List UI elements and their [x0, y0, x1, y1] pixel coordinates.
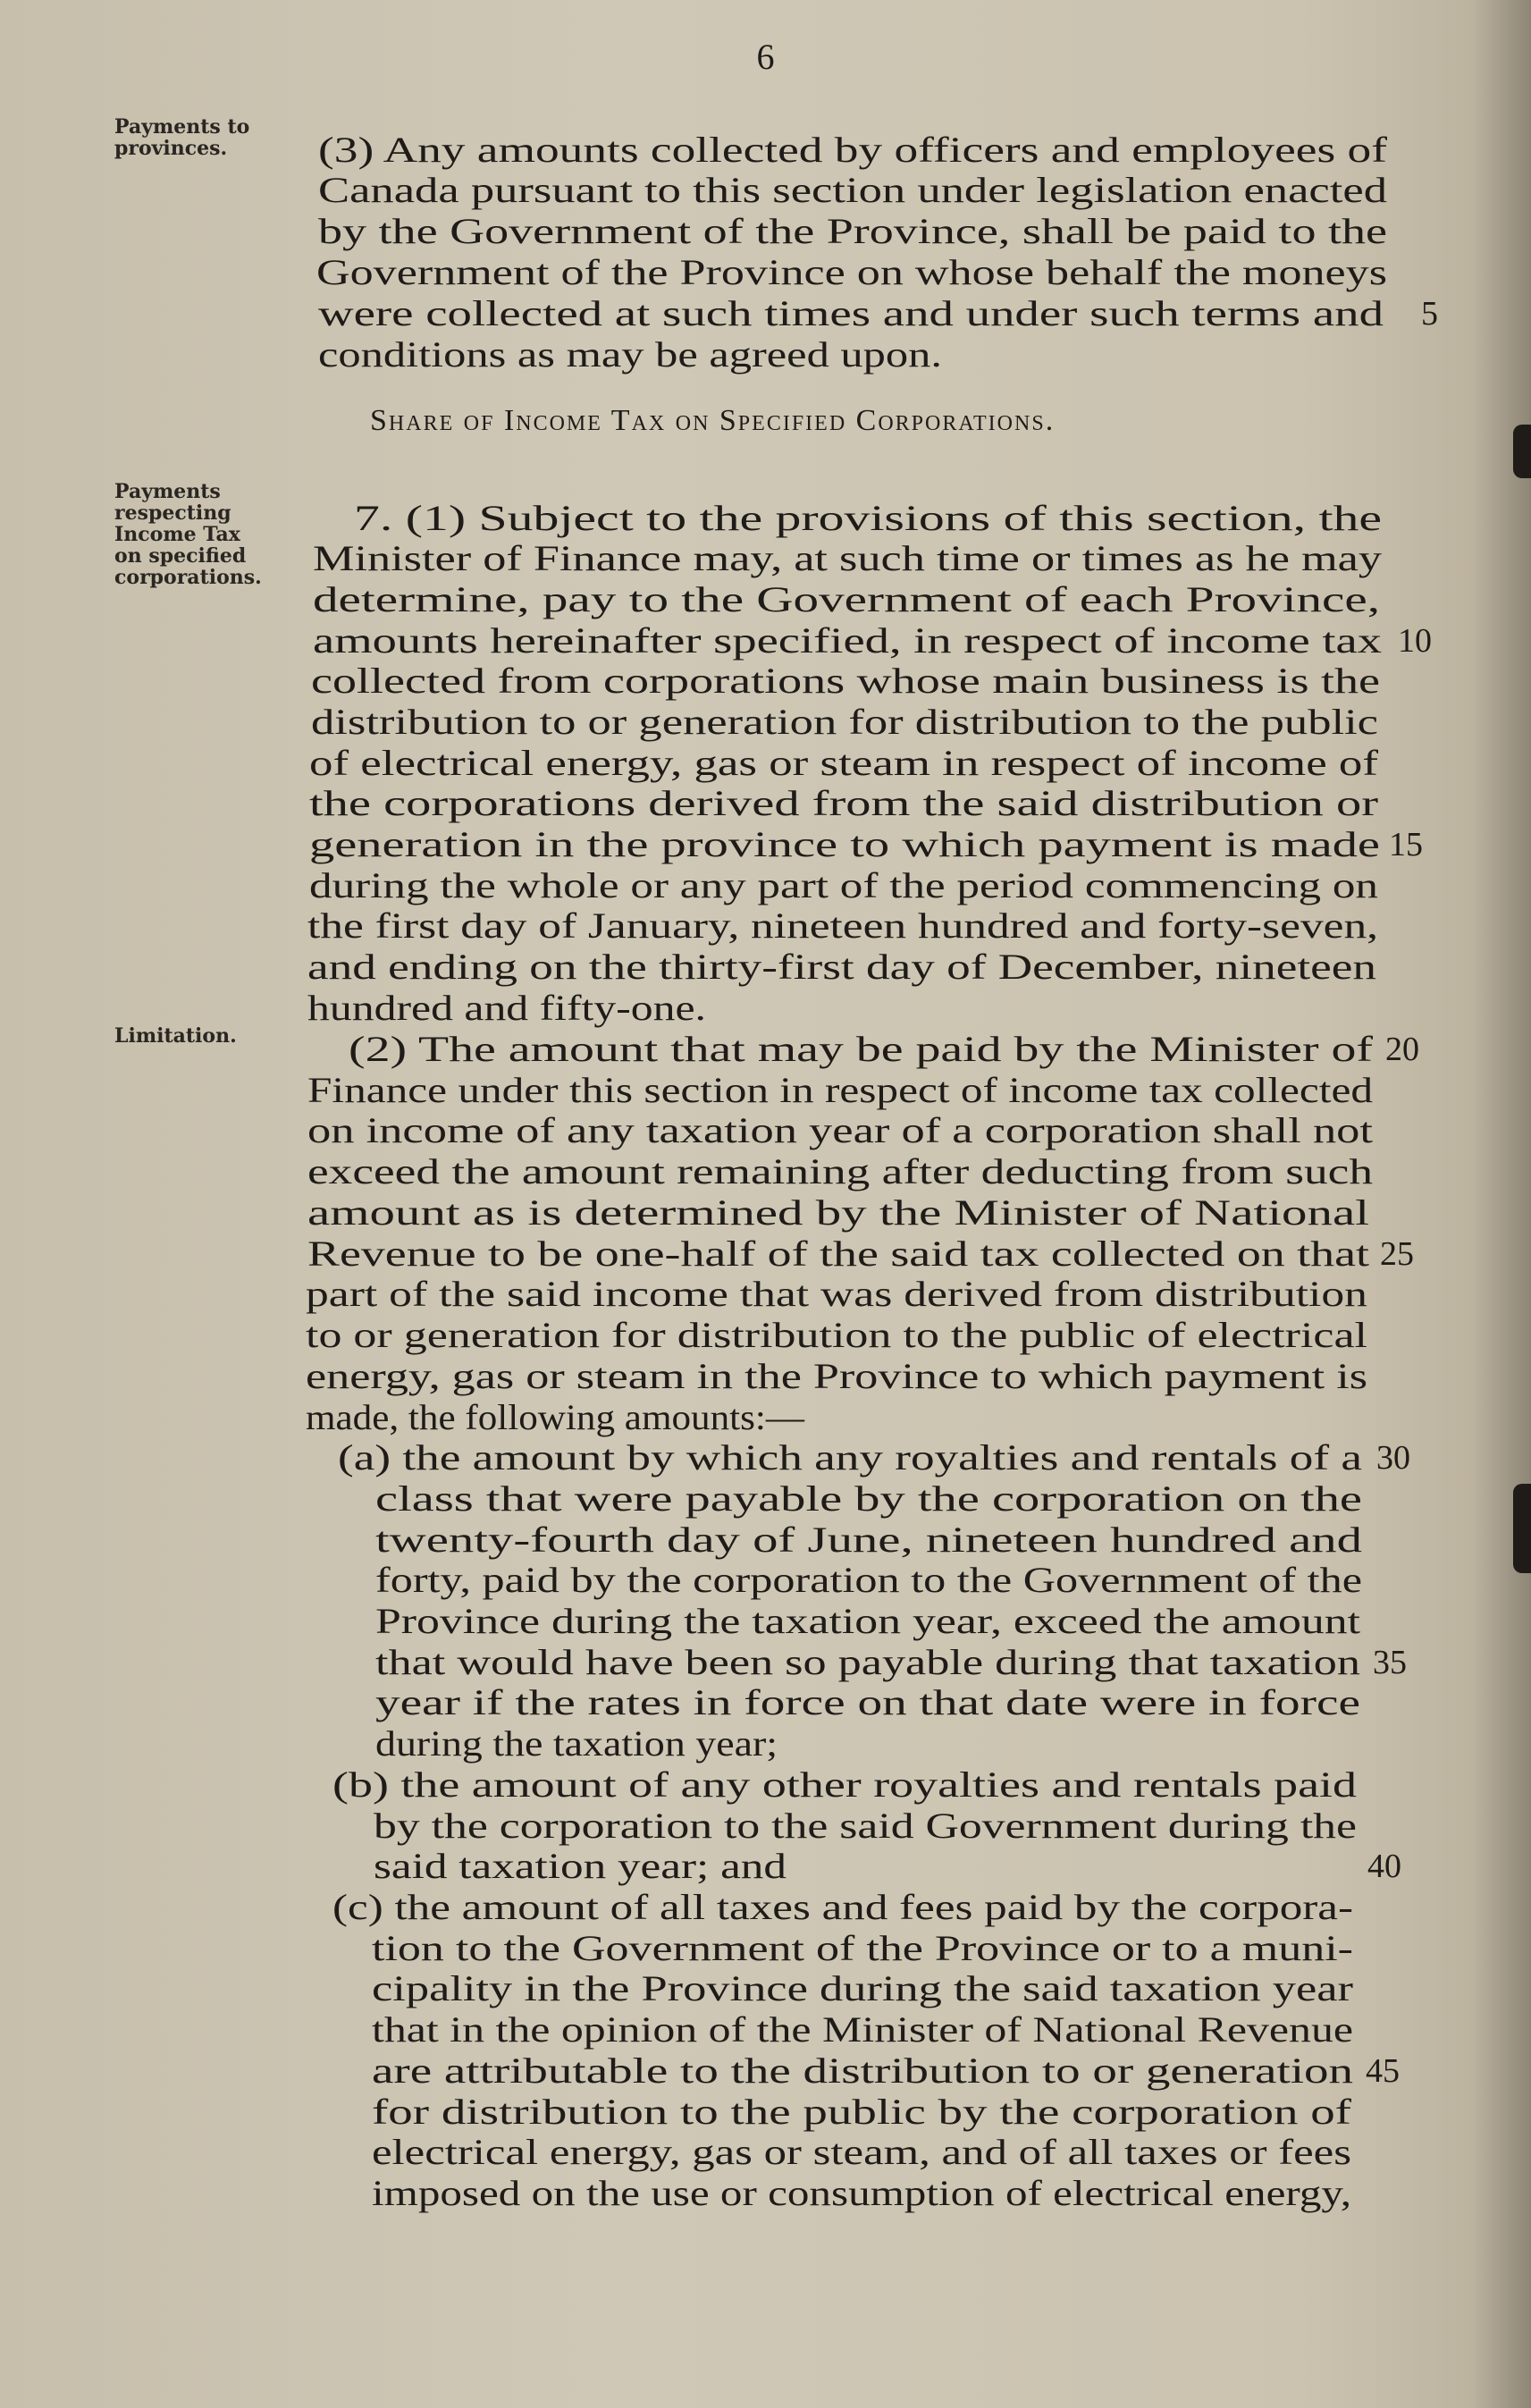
text-line: [0, 1110, 1531, 1151]
text-line: [0, 1233, 1531, 1275]
text-line: [0, 1642, 1531, 1683]
text-line-content: 7. (1) Subject to the provisions of this section, the: [354, 498, 1382, 538]
text-line: [0, 1151, 1531, 1192]
line-number: 40: [1367, 1848, 1401, 1885]
edge-mark: [1513, 425, 1531, 478]
text-line-content: forty, paid by the corporation to the Government of the: [375, 1560, 1362, 1600]
text-line-content: and ending on the thirty-first day of December, nineteen: [307, 947, 1376, 987]
margin-note-line: respecting: [114, 501, 231, 525]
text-line: [0, 2009, 1531, 2050]
line-number: 5: [1421, 295, 1438, 333]
text-line: [0, 2092, 1531, 2133]
line-number: 30: [1376, 1439, 1410, 1477]
edge-mark: [1513, 1484, 1531, 1573]
text-line: [0, 1887, 1531, 1928]
text-line-content: Minister of Finance may, at such time or times as he may: [313, 538, 1382, 578]
text-line: [0, 865, 1531, 906]
text-line: [0, 2132, 1531, 2173]
text-line-content: made, the following amounts:—: [306, 1397, 804, 1437]
text-line: [0, 620, 1531, 661]
text-line-content: by the Government of the Province, shall be paid to the: [318, 211, 1387, 251]
text-line: [0, 1437, 1531, 1478]
text-line-content: cipality in the Province during the said taxation year: [372, 1968, 1353, 2008]
text-line: [0, 1601, 1531, 1642]
text-line: [0, 2173, 1531, 2214]
text-line-content: tion to the Government of the Province or to a muni-: [372, 1928, 1353, 1968]
text-line-content: during the whole or any part of the period commencing on: [309, 865, 1378, 905]
text-line: [0, 1560, 1531, 1601]
margin-note-line: provinces.: [114, 137, 228, 160]
text-line-content: during the taxation year;: [375, 1723, 778, 1764]
text-line: [0, 988, 1531, 1029]
text-line: [0, 947, 1531, 988]
line-number: 35: [1373, 1644, 1407, 1681]
text-line-content: (b) the amount of any other royalties and rentals paid: [332, 1764, 1357, 1805]
text-line-content: that would have been so payable during that taxation: [375, 1642, 1360, 1682]
text-line: [0, 905, 1531, 947]
text-line-content: on income of any taxation year of a corporation shall not: [307, 1110, 1373, 1150]
text-line-content: collected from corporations whose main business is the: [311, 661, 1380, 701]
text-line-content: amount as is determined by the Minister of National: [307, 1192, 1369, 1233]
text-line: [0, 1846, 1531, 1887]
text-line-content: hundred and fifty-one.: [307, 988, 706, 1028]
text-line: [0, 293, 1531, 334]
text-line: [0, 170, 1531, 211]
text-line: [0, 538, 1531, 579]
text-line-content: conditions as may be agreed upon.: [318, 334, 942, 375]
text-line: [0, 1070, 1531, 1111]
text-line-content: the first day of January, nineteen hundred and forty-seven,: [307, 905, 1378, 946]
text-line-content: (3) Any amounts collected by officers and employees of: [318, 130, 1387, 170]
text-line-content: (2) The amount that may be paid by the Minister of: [349, 1029, 1373, 1069]
text-line-content: (a) the amount by which any royalties and rentals of a: [338, 1437, 1362, 1478]
line-number: 20: [1385, 1031, 1419, 1068]
text-line-content: distribution to or generation for distribution to the public: [311, 702, 1378, 742]
text-line: [0, 1478, 1531, 1520]
text-line: [0, 2050, 1531, 2092]
text-line: [0, 1274, 1531, 1315]
text-line: [0, 1397, 1531, 1438]
text-line-content: were collected at such times and under such terms and: [318, 293, 1384, 333]
margin-note-line: on specified: [114, 544, 247, 568]
margin-note-line: corporations.: [114, 566, 262, 589]
text-line-content: determine, pay to the Government of each Province,: [313, 579, 1380, 619]
text-line-content: part of the said income that was derived from distribution: [306, 1274, 1367, 1314]
text-line: [0, 783, 1531, 824]
text-line: [0, 702, 1531, 743]
text-line-content: imposed on the use or consumption of electrical energy,: [372, 2173, 1351, 2213]
text-line: [0, 334, 1531, 375]
text-line-content: for distribution to the public by the corporation of: [372, 2092, 1351, 2132]
text-line: [0, 1520, 1531, 1561]
text-line: [0, 130, 1531, 171]
line-number: 15: [1389, 826, 1423, 863]
text-line: [0, 743, 1531, 784]
text-line-content: Canada pursuant to this section under legislation enacted: [318, 170, 1387, 210]
text-line: [0, 1029, 1531, 1070]
text-line-content: energy, gas or steam in the Province to which payment is: [306, 1356, 1367, 1396]
text-line-content: Revenue to be one-half of the said tax collected on that: [307, 1233, 1369, 1274]
text-line: [0, 1315, 1531, 1356]
text-line-content: Finance under this section in respect of income tax collected: [307, 1070, 1373, 1110]
text-line: [0, 579, 1531, 620]
margin-note-line: Payments: [114, 480, 221, 503]
text-line-content: the corporations derived from the said distribution or: [309, 783, 1378, 823]
text-line: [0, 1968, 1531, 2009]
text-line: [0, 1723, 1531, 1764]
text-line: [0, 1806, 1531, 1847]
line-number: 10: [1398, 622, 1432, 660]
text-line: [0, 1928, 1531, 1969]
text-line: [0, 498, 1531, 539]
text-line: [0, 1192, 1531, 1233]
text-line-content: of electrical energy, gas or steam in respect of income of: [309, 743, 1378, 783]
text-line-content: electrical energy, gas or steam, and of all taxes or fees: [372, 2132, 1351, 2172]
margin-note-line: Income Tax: [114, 523, 240, 546]
text-line-content: class that were payable by the corporation on the: [375, 1478, 1362, 1519]
text-line-content: exceed the amount remaining after deducting from such: [307, 1151, 1373, 1191]
text-line-content: (c) the amount of all taxes and fees paid by the corpora-: [332, 1887, 1353, 1927]
margin-note-line: Payments to: [114, 115, 250, 139]
text-line-content: amounts hereinafter specified, in respect of income tax: [313, 620, 1382, 661]
text-line: [0, 211, 1531, 252]
page-number: 6: [756, 37, 775, 77]
text-line-content: to or generation for distribution to the public of electrical: [306, 1315, 1367, 1355]
text-line: [0, 1764, 1531, 1806]
text-line-content: are attributable to the distribution to or generation: [372, 2050, 1353, 2091]
text-line: [0, 1356, 1531, 1397]
text-line: [0, 1682, 1531, 1723]
text-line: [0, 661, 1531, 702]
text-line-content: that in the opinion of the Minister of National Revenue: [372, 2009, 1353, 2050]
text-line-content: by the corporation to the said Government during the: [374, 1806, 1357, 1846]
section-heading: Share of Income Tax on Specified Corporations.: [370, 404, 1056, 437]
text-line-content: twenty-fourth day of June, nineteen hundred and: [375, 1520, 1362, 1560]
text-line-content: Government of the Province on whose behalf the moneys: [316, 252, 1387, 292]
text-line: [0, 252, 1531, 293]
text-line: [0, 824, 1531, 865]
text-line-content: said taxation year; and: [374, 1846, 787, 1886]
text-line-content: Province during the taxation year, exceed the amount: [375, 1601, 1360, 1641]
line-number: 25: [1380, 1235, 1414, 1273]
margin-note-line: Limitation.: [114, 1024, 237, 1048]
text-line-content: generation in the province to which payment is made: [309, 824, 1380, 864]
line-number: 45: [1366, 2052, 1400, 2090]
text-line-content: year if the rates in force on that date were in force: [375, 1682, 1360, 1722]
